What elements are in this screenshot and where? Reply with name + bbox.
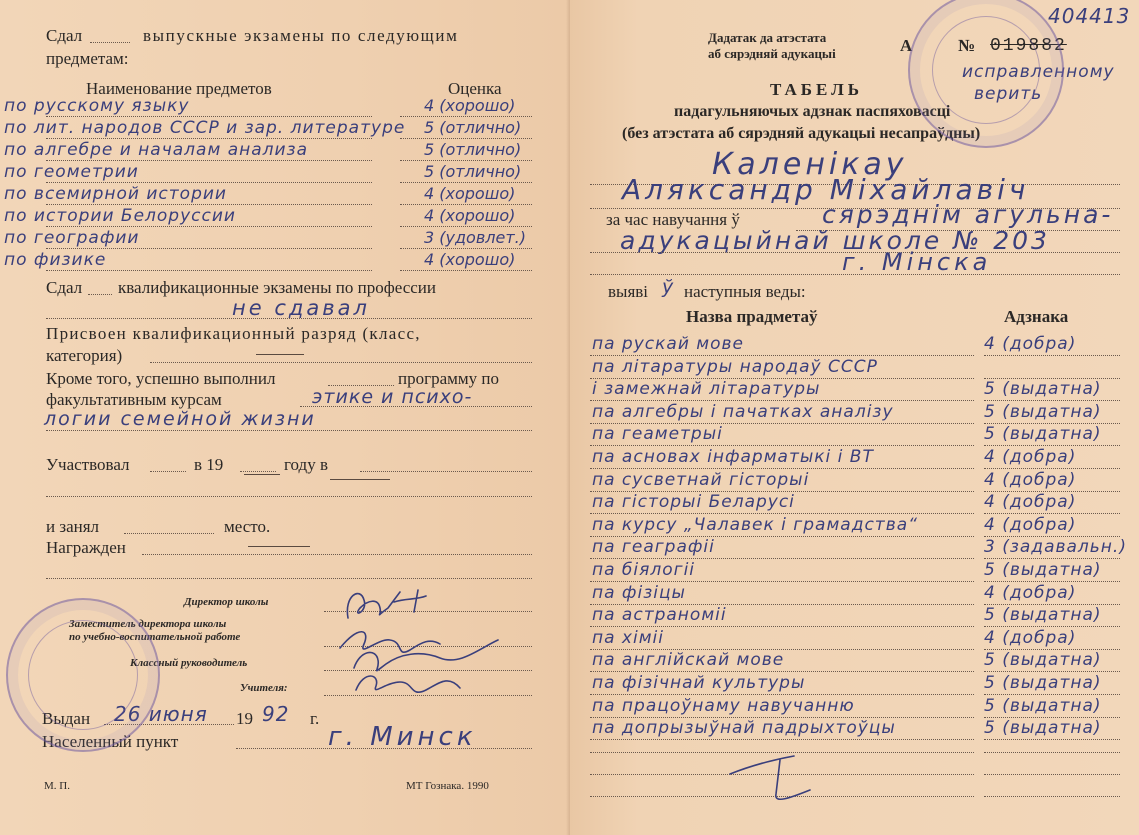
dotted-line [124, 533, 214, 534]
dotted-line [236, 748, 532, 749]
rank-dash [256, 354, 304, 355]
showed-mark: ў [662, 276, 675, 298]
exam-grade: 4 (хорошо) [424, 206, 516, 225]
dotted-line [590, 626, 974, 627]
tabel-subtitle-1: падагульняючых адзнак паспяховасці [674, 103, 951, 120]
optional-line1b: программу по [398, 369, 499, 388]
issued-a: Выдан [42, 709, 91, 728]
year-dash [244, 474, 280, 475]
dotted-line [984, 694, 1120, 695]
grade-subject: па хіміі [592, 628, 664, 648]
dotted-line [142, 554, 532, 555]
dotted-line [46, 182, 372, 183]
issued-year: 92 [262, 702, 290, 726]
issued-b: 19 [236, 709, 253, 728]
header-line1: Дадатак да атэстата [708, 30, 827, 45]
dotted-line [46, 204, 372, 205]
dotted-line [590, 671, 974, 672]
participated-c: году в [284, 455, 328, 474]
grade-value: 4 (добра) [984, 515, 1077, 535]
participated-a: Участвовал [46, 455, 130, 474]
dotted-line [46, 430, 532, 431]
exam-subject: по физике [4, 250, 107, 270]
grade-value: 3 (задавальн.) [984, 537, 1127, 557]
grade-subject: па алгебры і пачатках аналізу [592, 402, 894, 422]
dotted-line [984, 468, 1120, 469]
exam-grade: 5 (отлично) [424, 140, 522, 159]
grade-subject: па біялогіі [592, 560, 696, 580]
grade-subject: і замежнай лiтаратуры [592, 379, 821, 399]
dotted-line [984, 445, 1120, 446]
director-label: Директор школы [184, 596, 269, 608]
col-grade-header-be: Адзнака [1004, 307, 1069, 326]
dotted-line [590, 274, 1120, 275]
grade-value: 5 (выдатна) [984, 424, 1102, 444]
deputy-label-1: Заместитель директора школы [69, 618, 227, 630]
dotted-line [400, 248, 532, 249]
optional-value2: логии семейной жизни [44, 408, 316, 430]
showed-b: наступныя веды: [684, 282, 806, 301]
grade-subject: па астраноміі [592, 605, 727, 625]
school-part1: сярэднiм агульна- [822, 200, 1114, 229]
exam-subject: по истории Белоруссии [4, 206, 236, 226]
dotted-line [590, 400, 974, 401]
qual-text: квалификационные экзамены по профессии [118, 278, 436, 297]
grade-value: 5 (выдатна) [984, 650, 1102, 670]
dotted-line [360, 471, 532, 472]
grade-value: 5 (выдатна) [984, 718, 1102, 738]
dotted-line [46, 318, 532, 319]
student-name: Аляксандр Мiхайлавiч [622, 173, 1030, 206]
school-stamp-left [6, 598, 160, 752]
grade-value: 4 (добра) [984, 628, 1077, 648]
exam-grade: 5 (отлично) [424, 118, 522, 137]
class-teacher-label: Классный руководитель [130, 657, 248, 669]
issued-c: г. [310, 709, 320, 728]
teachers-label: Учителя: [240, 682, 288, 694]
dotted-line [150, 362, 532, 363]
dotted-line [984, 581, 1120, 582]
grade-value: 5 (выдатна) [984, 696, 1102, 716]
exam-grade: 4 (хорошо) [424, 184, 516, 203]
place-a: и занял [46, 517, 100, 536]
grade-subject: па рускай мове [592, 334, 744, 354]
correction-note-1: исправленному [962, 62, 1115, 82]
corrected-number: 404413 [1048, 4, 1131, 28]
grade-value: 4 (добра) [984, 492, 1077, 512]
dotted-line [400, 116, 532, 117]
grade-value: 4 (добра) [984, 334, 1077, 354]
qual-value: не сдавал [232, 296, 370, 320]
qual-sdal: Сдал [46, 278, 83, 297]
exam-grade: 4 (хорошо) [424, 96, 516, 115]
dotted-line [46, 226, 372, 227]
dotted-line [240, 471, 276, 472]
dotted-line [46, 496, 532, 497]
dotted-line [150, 471, 186, 472]
dotted-line [984, 355, 1120, 356]
grade-value: 5 (выдатна) [984, 605, 1102, 625]
grade-subject: па сусветнай гісторыі [592, 470, 810, 490]
exam-subject: по всемирной истории [4, 184, 227, 204]
intro-sdal: Сдал [46, 26, 83, 45]
grade-subject: па фізіцы [592, 583, 686, 603]
locality-value: г. Минск [328, 722, 477, 752]
dotted-line [984, 796, 1120, 797]
study-label: за час навучання ў [606, 210, 740, 229]
correction-note-2: верить [974, 84, 1043, 104]
exam-subject: по географии [4, 228, 140, 248]
dotted-line [400, 138, 532, 139]
dotted-line [984, 400, 1120, 401]
exam-subject: по русскому языку [4, 96, 190, 116]
grade-subject: па фізічнай культуры [592, 673, 806, 693]
dotted-line [984, 558, 1120, 559]
grade-value: 4 (добра) [984, 583, 1077, 603]
issued-date: 26 июня [114, 702, 208, 726]
grade-value: 4 (добра) [984, 470, 1077, 490]
participated-b: в 19 [194, 455, 224, 474]
grade-subject: па допрызыўнай падрыхтоўцы [592, 718, 896, 738]
number-value: 019882 [990, 36, 1067, 56]
tabel-title: ТАБЕЛЬ [770, 80, 864, 99]
grade-subject: па геаграфіі [592, 537, 715, 557]
grade-value: 5 (выдатна) [984, 402, 1102, 422]
intro-line2: предметам: [46, 49, 129, 68]
mp-label: М. П. [44, 780, 70, 792]
col-subject-header: Наименование предметов [86, 79, 272, 98]
place-b: место. [224, 517, 271, 536]
dotted-line [984, 671, 1120, 672]
rank-line2: категория) [46, 346, 123, 365]
grade-value: 5 (выдатна) [984, 379, 1102, 399]
dotted-line [46, 270, 372, 271]
grade-value: 4 (добра) [984, 447, 1077, 467]
dotted-line [984, 752, 1120, 753]
dotted-line [590, 355, 974, 356]
awarded-dash [248, 546, 310, 547]
grade-value: 5 (выдатна) [984, 560, 1102, 580]
dotted-line [590, 513, 974, 514]
place-dash [330, 479, 390, 480]
grade-subject: па гісторыі Беларусі [592, 492, 795, 512]
printer-label: МТ Гознака. 1990 [406, 780, 489, 792]
dotted-line [984, 513, 1120, 514]
dotted-line [46, 116, 372, 117]
rank-line1: Присвоен квалификационный разряд (класс, [46, 324, 421, 343]
grade-subject: па геаметрыі [592, 424, 723, 444]
grade-subject: па курсу „Чалавек і грамадства“ [592, 515, 918, 535]
signatures-image [330, 578, 490, 708]
dotted-line [590, 694, 974, 695]
optional-value1: этике и психо- [312, 386, 473, 408]
dotted-line [88, 294, 112, 295]
grade-subject: па асновах інфарматыкі і ВТ [592, 447, 874, 467]
col-subject-header-be: Назва прадметаў [686, 307, 818, 326]
exam-subject: по геометрии [4, 162, 139, 182]
number-sign: № [958, 36, 976, 55]
exam-grade: 4 (хорошо) [424, 250, 516, 269]
locality-label: Населенный пункт [42, 732, 179, 751]
dotted-line [300, 406, 532, 407]
dotted-line [984, 739, 1120, 740]
showed-a: выяві [608, 282, 649, 301]
dotted-line [46, 160, 372, 161]
optional-line2: факультативным курсам [46, 390, 222, 409]
dotted-line [590, 445, 974, 446]
grade-value: 5 (выдатна) [984, 673, 1102, 693]
dotted-line [590, 558, 974, 559]
awarded: Награжден [46, 538, 126, 557]
col-grade-header: Оценка [448, 79, 502, 98]
dotted-line [400, 182, 532, 183]
grade-subject: па лiтаратуры народаў СССР [592, 357, 878, 377]
dotted-line [400, 270, 532, 271]
dotted-line [984, 626, 1120, 627]
exam-subject: по лит. народов СССР и зар. литературе [4, 118, 406, 138]
school-stamp-right [908, 0, 1064, 148]
right-page [570, 0, 1139, 835]
school-part2: адукацыйнай школе № 203 [620, 226, 1050, 255]
exam-grade: 3 (удовлет.) [424, 228, 526, 247]
dotted-line [46, 248, 372, 249]
optional-line1: Кроме того, успешно выполнил [46, 369, 276, 388]
intro-text: выпускные экзамены по следующим [143, 26, 459, 45]
exam-grade: 5 (отлично) [424, 162, 522, 181]
city-value: г. Мiнска [842, 248, 992, 276]
grade-subject: па працоўнаму навучанню [592, 696, 855, 716]
dotted-line [590, 468, 974, 469]
grade-subject: па англійскай мове [592, 650, 785, 670]
dotted-line [90, 42, 130, 43]
deputy-label-2: по учебно-воспитательной работе [69, 631, 241, 643]
header-line2: аб сярэдняй адукацыі [708, 46, 836, 61]
bottom-signature-image [720, 740, 840, 810]
dotted-line [400, 226, 532, 227]
student-surname: Каленiкау [712, 147, 908, 182]
series-letter: А [900, 36, 913, 55]
dotted-line [400, 160, 532, 161]
dotted-line [590, 581, 974, 582]
dotted-line [984, 774, 1120, 775]
exam-subject: по алгебре и началам анализа [4, 140, 309, 160]
tabel-subtitle-2: (без атэстата аб сярэдняй адукацыі несапраўдны) [622, 125, 981, 142]
dotted-line [46, 138, 372, 139]
dotted-line [400, 204, 532, 205]
